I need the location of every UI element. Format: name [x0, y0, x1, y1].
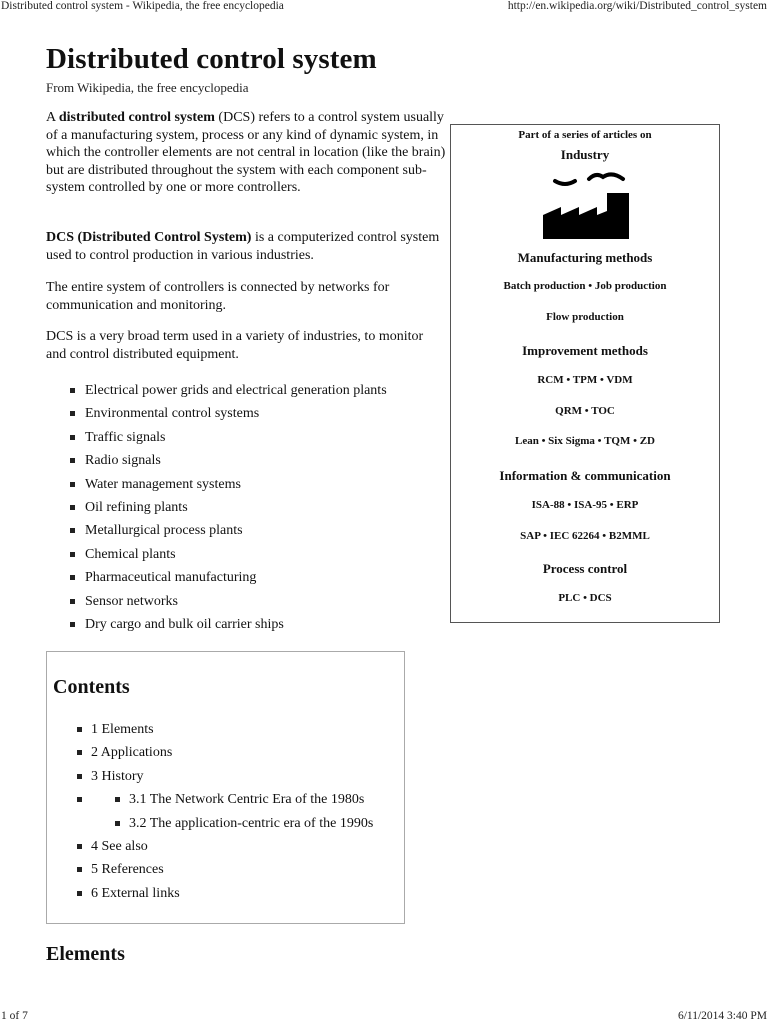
list-item[interactable]: Radio signals — [70, 449, 387, 472]
toc-item[interactable]: 6 External links — [77, 882, 373, 905]
infobox-heading-improvement: Improvement methods — [522, 343, 648, 358]
infobox-topic[interactable]: Industry — [560, 147, 610, 162]
infobox-row[interactable]: SAP • IEC 62264 • B2MML — [520, 530, 650, 542]
toc-item[interactable]: 1 Elements — [77, 718, 373, 741]
infobox-series-caption: Part of a series of articles on — [518, 129, 652, 141]
toc-subitem[interactable]: 3.1 The Network Centric Era of the 1980s — [115, 788, 373, 811]
list-item[interactable]: Environmental control systems — [70, 402, 387, 425]
infobox-row[interactable]: QRM • TOC — [555, 405, 615, 417]
p2-post: is a computerized control system used to control production in various industries. — [46, 230, 440, 263]
toc-item[interactable]: 2 Applications — [77, 741, 373, 764]
infobox-row[interactable]: Batch production • Job production — [503, 280, 667, 292]
page-subtitle: From Wikipedia, the free encyclopedia — [46, 80, 249, 95]
list-item[interactable]: Sensor networks — [70, 590, 387, 613]
uses-list — [70, 379, 387, 636]
print-header-title: Distributed control system - Wikipedia, the free encyclopedia — [1, 0, 284, 12]
factory-icon — [541, 171, 631, 243]
toc-list — [77, 718, 373, 905]
industry-series-infobox — [450, 124, 720, 623]
list-item[interactable]: Metallurgical process plants — [70, 519, 387, 542]
print-header-url[interactable]: http://en.wikipedia.org/wiki/Distributed_control_system — [507, 0, 767, 12]
toc-title: Contents — [53, 676, 130, 698]
network-paragraph: The entire system of controllers is connected by networks for communication and monitoring. — [46, 280, 390, 313]
list-item[interactable]: Oil refining plants — [70, 496, 387, 519]
list-item[interactable]: Pharmaceutical manufacturing — [70, 566, 387, 589]
p2-bold-term: DCS (Distributed Control System) — [46, 230, 252, 245]
print-footer-timestamp: 6/11/2014 3:40 PM — [677, 1010, 767, 1022]
list-item[interactable]: Dry cargo and bulk oil carrier ships — [70, 613, 387, 636]
list-item[interactable]: Water management systems — [70, 473, 387, 496]
toc-item[interactable]: 4 See also — [77, 835, 373, 858]
dcs-definition-paragraph — [46, 229, 446, 264]
p1-post: (DCS) refers to a control system usually of a manufacturing system, process or any kind of dynamic system, in which the controller elements are not central in location (like the brain) but are distributed throughout the system with each component sub-system controlled by one or more controllers. — [46, 110, 446, 196]
list-item[interactable]: Traffic signals — [70, 426, 387, 449]
table-of-contents — [46, 651, 405, 924]
list-item[interactable]: Chemical plants — [70, 543, 387, 566]
infobox-row[interactable]: ISA-88 • ISA-95 • ERP — [531, 499, 639, 511]
toc-item[interactable]: 3 History — [77, 765, 373, 788]
print-footer-page: 1 of 7 — [1, 1010, 28, 1022]
usage-paragraph: DCS is a very broad term used in a variety of industries, to monitor and control distributed equipment. — [46, 329, 424, 362]
p1-pre: A — [46, 110, 59, 125]
p1-bold-term: distributed control system — [58, 110, 215, 125]
toc-sublist-wrapper — [77, 788, 373, 835]
infobox-heading-manufacturing: Manufacturing methods — [517, 250, 653, 265]
list-item[interactable]: Electrical power grids and electrical generation plants — [70, 379, 387, 402]
infobox-row[interactable]: Flow production — [546, 311, 624, 323]
infobox-row[interactable]: RCM • TPM • VDM — [537, 374, 633, 386]
section-heading-elements: Elements — [46, 943, 125, 965]
infobox-row[interactable]: Lean • Six Sigma • TQM • ZD — [514, 435, 655, 447]
page-title: Distributed control system — [46, 43, 377, 75]
toc-subitem[interactable]: 3.2 The application-centric era of the 1990s — [115, 812, 373, 835]
infobox-heading-process-control: Process control — [542, 561, 628, 576]
toc-item[interactable]: 5 References — [77, 858, 373, 881]
infobox-heading-information: Information & communication — [499, 468, 671, 483]
infobox-row[interactable]: PLC • DCS — [558, 592, 612, 604]
toc-sublist — [77, 788, 373, 835]
intro-paragraph — [46, 109, 446, 197]
